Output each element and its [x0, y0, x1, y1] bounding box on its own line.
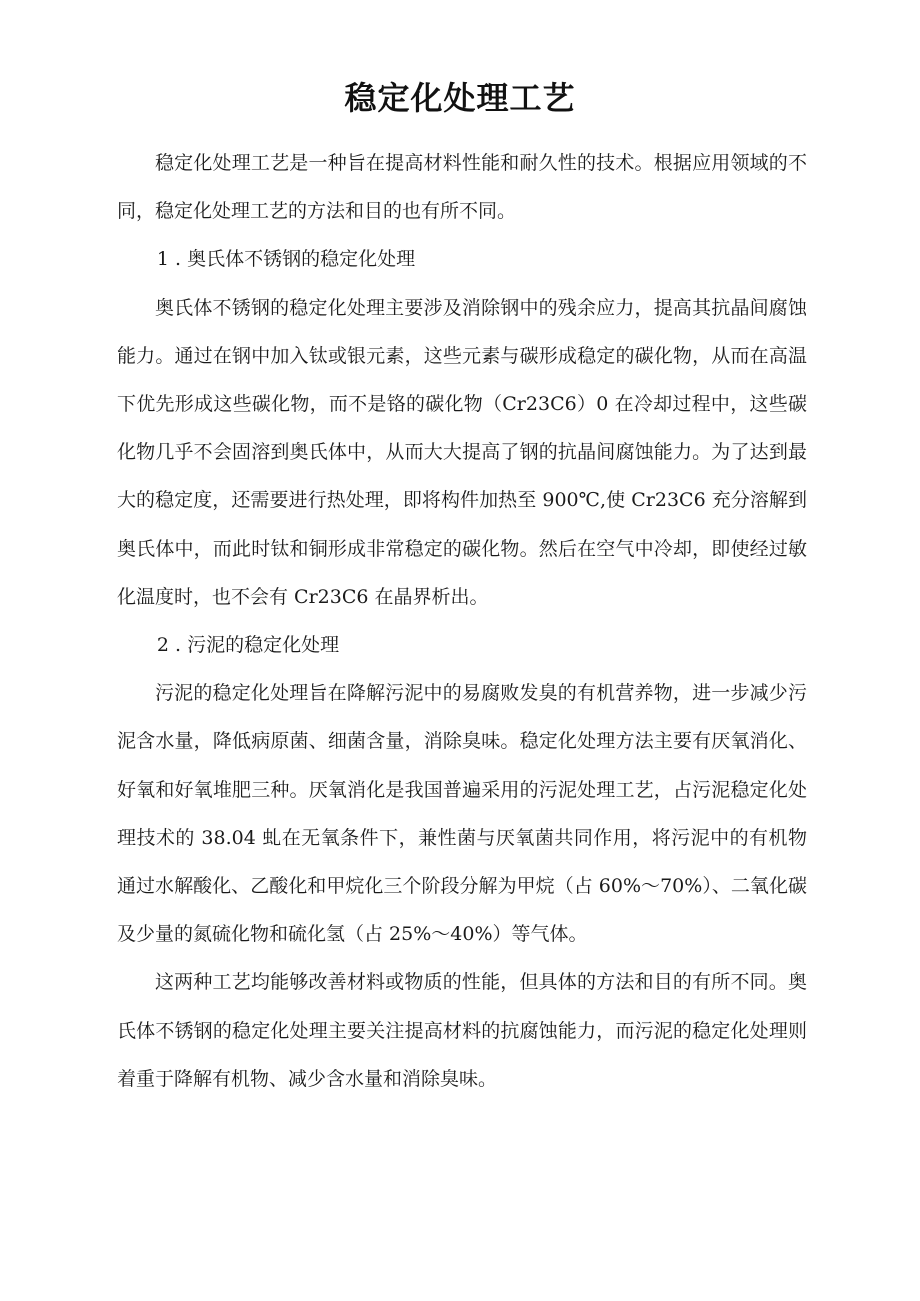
section-heading-stainless-steel: 1 . 奥氏体不锈钢的稳定化处理	[156, 248, 416, 271]
intro-paragraph: 稳定化处理工艺是一种旨在提高材料性能和耐久性的技术。根据应用领域的不同，稳定化处理工艺的方法和目的也有所不同。	[117, 152, 807, 223]
sludge-paragraph: 污泥的稳定化处理旨在降解污泥中的易腐败发臭的有机营养物，进一步减少污泥含水量，降低病原菌、细菌含量，消除臭味。稳定化处理方法主要有厌氧消化、好氧和好氧堆肥三种。厌氧消化是我国普遍采用的污泥处理工艺，占污泥稳定化处理技术的 38.04 虬在无氧条件下，兼性菌与厌氧菌共同作用，将污泥中的有机物通过水解酸化、乙酸化和甲烷化三个阶段分解为甲烷（占 60%～70%）、二氧化碳及少量的氮硫化物和硫化氢（占 25%～40%）等气体。	[117, 682, 807, 946]
document-title: 稳定化处理工艺	[344, 79, 576, 117]
summary-paragraph: 这两种工艺均能够改善材料或物质的性能，但具体的方法和目的有所不同。奥氏体不锈钢的稳定化处理主要关注提高材料的抗腐蚀能力，而污泥的稳定化处理则着重于降解有机物、减少含水量和消除臭味。	[117, 971, 807, 1090]
document-body	[117, 139, 807, 1103]
stainless-steel-paragraph: 奥氏体不锈钢的稳定化处理主要涉及消除钢中的残余应力，提高其抗晶间腐蚀能力。通过在钢中加入钛或银元素，这些元素与碳形成稳定的碳化物，从而在高温下优先形成这些碳化物，而不是铬的碳化物（Cr23C6）0 在冷却过程中，这些碳化物几乎不会固溶到奥氏体中，从而大大提高了钢的抗晶间腐蚀能力。为了达到最大的稳定度，还需要进行热处理，即将构件加热至 900℃,使 Cr23C6 充分溶解到奥氏体中，而此时钛和铜形成非常稳定的碳化物。然后在空气中冷却，即使经过敏化温度时，也不会有 Cr23C6 在晶界析出。	[117, 296, 807, 608]
section-heading-sludge: 2 . 污泥的稳定化处理	[156, 634, 340, 657]
